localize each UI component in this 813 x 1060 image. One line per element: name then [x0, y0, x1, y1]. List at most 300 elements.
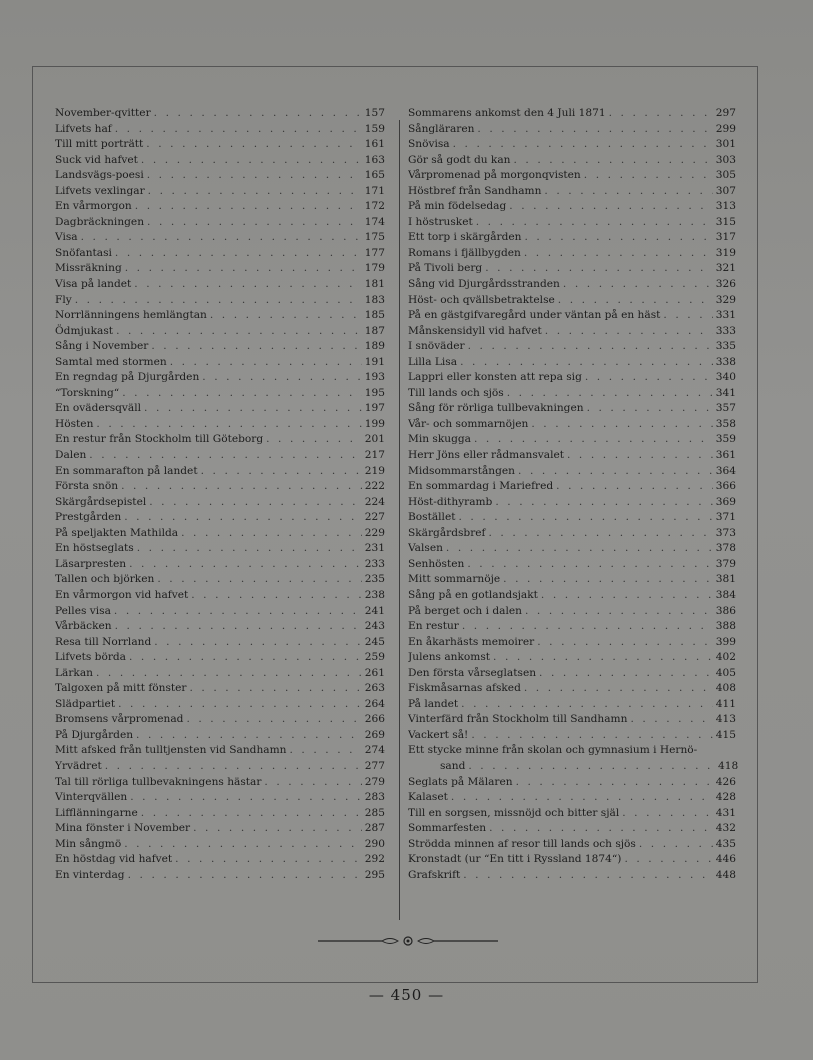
toc-entry-page: 338	[715, 355, 736, 368]
toc-entry	[55, 728, 385, 744]
toc-entry-page: 222	[364, 480, 385, 493]
dot-leader	[514, 153, 713, 169]
dot-leader	[129, 557, 362, 573]
toc-entry-page: 287	[364, 822, 385, 835]
toc-entry-page: 279	[364, 775, 385, 788]
dot-leader	[136, 728, 362, 744]
dot-leader	[115, 122, 362, 138]
toc-entry-page: 340	[715, 371, 736, 384]
toc-entry-page: 241	[364, 604, 385, 617]
toc-entry	[55, 868, 385, 884]
toc-entry-title: Hösten	[55, 417, 94, 430]
toc-entry-page: 307	[715, 184, 736, 197]
toc-entry-page: 290	[364, 837, 385, 850]
dot-leader	[115, 246, 362, 262]
dot-leader	[460, 355, 713, 371]
toc-entry	[408, 184, 736, 200]
toc-entry-title: Lifvets haf	[55, 122, 112, 135]
toc-entry-title: Prestgården	[55, 511, 122, 524]
toc-entry-title: Mitt afsked från tulltjensten vid Sandhamn	[55, 744, 287, 757]
toc-entry-page: 428	[715, 791, 736, 804]
toc-entry-page: 378	[715, 542, 736, 555]
dot-leader	[609, 106, 713, 122]
toc-entry-page: 193	[364, 371, 385, 384]
toc-entry-title: Vår- och sommarnöjen	[408, 417, 529, 430]
dot-leader	[146, 137, 361, 153]
toc-entry-page: 301	[715, 138, 736, 151]
toc-entry-title: Sång för rörliga tullbevakningen	[408, 402, 584, 415]
toc-entry-title: Bostället	[408, 511, 456, 524]
toc-entry-title: Ett torp i skärgården	[408, 231, 522, 244]
toc-entry	[408, 168, 736, 184]
dot-leader	[266, 432, 362, 448]
toc-entry	[408, 339, 736, 355]
toc-entry-page: 435	[715, 837, 736, 850]
toc-entry	[408, 153, 736, 169]
toc-entry-title: Sång på en gotlandsjakt	[408, 588, 538, 601]
toc-entry-page: 315	[715, 215, 736, 228]
dot-leader	[541, 588, 713, 604]
toc-entry-title: Månskensidyll vid hafvet	[408, 324, 542, 337]
toc-entry-page: 402	[715, 651, 736, 664]
toc-entry-page: 381	[715, 573, 736, 586]
toc-entry-title: Pelles visa	[55, 604, 111, 617]
toc-entry-title: Visa	[55, 231, 78, 244]
toc-entry-title: Lilla Lisa	[408, 355, 458, 368]
toc-entry-title: Tallen och björken	[55, 573, 155, 586]
toc-entry	[408, 775, 736, 791]
toc-entry-title: Romans i fjällbygden	[408, 246, 521, 259]
dot-leader	[129, 650, 362, 666]
toc-entry-page: 243	[364, 620, 385, 633]
toc-entry-title: En höstseglats	[55, 542, 134, 555]
dot-leader	[463, 868, 713, 884]
toc-entry-title: En åkarhästs memoirer	[408, 635, 535, 648]
dot-leader	[563, 277, 713, 293]
toc-entry-title: Höst- och qvällsbetraktelse	[408, 293, 555, 306]
toc-entry	[55, 246, 385, 262]
dot-leader	[493, 650, 713, 666]
toc-entry-page: 331	[715, 309, 736, 322]
toc-entry	[55, 153, 385, 169]
toc-entry-title: November-qvitter	[55, 107, 151, 119]
dot-leader	[157, 572, 361, 588]
dot-leader	[148, 184, 362, 200]
dot-leader	[544, 184, 712, 200]
toc-entry-page: 431	[715, 806, 736, 819]
toc-entry-title: Dagbräckningen	[55, 215, 145, 228]
toc-entry-title: Snövisa	[408, 138, 450, 151]
toc-entry	[408, 355, 736, 371]
toc-entry-page: 285	[364, 806, 385, 819]
toc-entry-page: 357	[715, 402, 736, 415]
toc-entry-page: 341	[715, 386, 736, 399]
toc-entry-title: En sommarafton på landet	[55, 464, 198, 477]
toc-entry-title: På berget och i dalen	[408, 604, 522, 617]
dot-leader	[144, 401, 362, 417]
toc-entry	[55, 557, 385, 573]
toc-entry-title: Lappri eller konsten att repa sig	[408, 371, 582, 384]
toc-entry-page: 358	[715, 417, 736, 430]
dot-leader	[525, 230, 713, 246]
toc-entry	[408, 572, 736, 588]
toc-entry-title: Snöfantasi	[55, 246, 112, 259]
toc-entry-title: En restur från Stockholm till Göteborg	[55, 433, 264, 446]
toc-entry	[55, 293, 385, 309]
dot-leader	[453, 137, 713, 153]
dot-leader	[175, 852, 362, 868]
toc-entry-page: 283	[364, 791, 385, 804]
toc-entry-title: Mina fönster i November	[55, 822, 191, 835]
toc-entry-title: På min födelsedag	[408, 200, 507, 213]
dot-leader	[189, 681, 361, 697]
toc-entry-page: 277	[364, 759, 385, 772]
toc-entry	[408, 464, 736, 480]
toc-entry-page: 266	[364, 713, 385, 726]
toc-entry-page: 371	[715, 511, 736, 524]
toc-entry-page: 405	[715, 666, 736, 679]
toc-entry	[55, 666, 385, 682]
dot-leader	[114, 604, 362, 620]
dot-leader	[147, 215, 362, 231]
toc-right-column	[408, 106, 739, 883]
toc-entry	[55, 821, 385, 837]
toc-entry	[55, 386, 385, 402]
toc-entry	[408, 293, 736, 309]
toc-entry	[408, 868, 736, 884]
dot-leader	[467, 557, 712, 573]
toc-entry	[408, 510, 736, 526]
toc-entry-page: 163	[364, 153, 385, 166]
toc-entry	[408, 541, 736, 557]
toc-entry	[408, 495, 736, 511]
toc-entry	[55, 261, 385, 277]
toc-entry	[55, 712, 385, 728]
toc-entry-page: 361	[715, 449, 736, 462]
toc-entry	[408, 604, 736, 620]
toc-entry-page: 326	[715, 278, 736, 291]
toc-entry	[408, 635, 736, 651]
toc-entry-page: 261	[364, 666, 385, 679]
toc-entry	[408, 215, 736, 231]
dot-leader	[461, 697, 713, 713]
toc-entry-page: 189	[364, 340, 385, 353]
toc-entry-page: 418	[718, 759, 739, 772]
toc-entry-title: Dalen	[55, 449, 87, 462]
toc-entry-title: En höstdag vid hafvet	[55, 853, 173, 866]
toc-entry-title: Fiskmåsarnas afsked	[408, 682, 521, 695]
dot-leader	[121, 479, 362, 495]
toc-entry	[408, 308, 736, 324]
dot-leader	[124, 837, 362, 853]
toc-entry-title: På Djurgården	[55, 728, 134, 741]
toc-entry-page: 399	[715, 635, 736, 648]
toc-entry-page: 181	[364, 278, 385, 291]
toc-entry	[408, 370, 736, 386]
toc-entry	[55, 759, 385, 775]
toc-entry	[408, 666, 736, 682]
toc-entry-page: 161	[364, 138, 385, 151]
dot-leader	[524, 681, 713, 697]
toc-entry-title: En sommardag i Mariefred	[408, 480, 554, 493]
toc-entry-title: Samtal med stormen	[55, 355, 167, 368]
dot-leader	[151, 339, 361, 355]
dot-leader	[137, 541, 362, 557]
toc-entry-page: 292	[364, 853, 385, 866]
toc-entry-page: 201	[364, 433, 385, 446]
toc-entry-title: En vårmorgon	[55, 200, 132, 213]
column-divider	[399, 120, 400, 920]
toc-entry-title: På landet	[408, 697, 459, 710]
toc-entry-title: Höstbref från Sandhamn	[408, 184, 542, 197]
toc-entry-page: 274	[364, 744, 385, 757]
toc-entry	[408, 417, 736, 433]
toc-entry-title: Senhösten	[408, 557, 465, 570]
toc-entry-title: Gör så godt du kan	[408, 153, 511, 166]
toc-entry	[55, 215, 385, 231]
toc-entry-page: 177	[364, 246, 385, 259]
toc-entry	[55, 510, 385, 526]
dot-leader	[193, 821, 362, 837]
toc-entry-title: En vinterdag	[55, 868, 125, 881]
toc-entry-title: I höstrusket	[408, 215, 473, 228]
toc-entry	[408, 790, 736, 806]
dot-leader	[122, 386, 362, 402]
dot-leader	[663, 308, 712, 324]
dot-leader	[545, 324, 713, 340]
toc-entry-title: Strödda minnen af resor till lands och sjös	[408, 837, 636, 850]
toc-entry	[55, 401, 385, 417]
toc-entry-page: 159	[364, 122, 385, 135]
toc-entry-page: 303	[715, 153, 736, 166]
dot-leader	[639, 837, 713, 853]
toc-entry	[408, 619, 736, 635]
dot-leader	[458, 510, 712, 526]
dot-leader	[115, 619, 362, 635]
dot-leader	[468, 759, 715, 775]
toc-entry-page: 432	[715, 822, 736, 835]
dot-leader	[141, 806, 362, 822]
toc-entry-title: På Tivoli berg	[408, 262, 483, 275]
toc-entry-title: Mitt sommarnöje	[408, 573, 501, 586]
toc-entry	[408, 837, 736, 853]
toc-entry	[408, 650, 736, 666]
toc-entry-title: Vackert så!	[408, 728, 469, 741]
toc-entry-page: 329	[715, 293, 736, 306]
toc-entry-page: 411	[715, 697, 736, 710]
toc-entry-page: 366	[715, 480, 736, 493]
toc-entry	[408, 806, 736, 822]
toc-entry	[55, 339, 385, 355]
toc-entry	[408, 852, 736, 868]
toc-entry-page: 263	[364, 682, 385, 695]
toc-entry-title: Midsommarstången	[408, 464, 516, 477]
toc-entry-page: 335	[715, 340, 736, 353]
toc-entry-title: Den första vårseglatsen	[408, 666, 537, 679]
toc-entry-title: Vinterfärd från Stockholm till Sandhamn	[408, 713, 628, 726]
dot-leader	[105, 759, 362, 775]
toc-entry	[55, 588, 385, 604]
dot-leader	[488, 526, 712, 542]
toc-entry-title: Julens ankomst	[408, 651, 491, 664]
toc-entry-page: 384	[715, 588, 736, 601]
toc-entry-page: 333	[715, 324, 736, 337]
dot-leader	[75, 293, 362, 309]
dot-leader	[134, 277, 361, 293]
toc-entry-title: Till mitt porträtt	[55, 138, 144, 151]
toc-entry-page: 183	[364, 293, 385, 306]
toc-entry-page: 448	[715, 868, 736, 881]
toc-entry	[55, 619, 385, 635]
toc-entry-page: 386	[715, 604, 736, 617]
toc-entry-title-line1: Ett stycke minne från skolan och gymnasium i Hernö-	[408, 744, 698, 757]
toc-entry-title: Till lands och sjös	[408, 386, 504, 399]
dot-leader	[468, 339, 713, 355]
toc-entry-title: Min sångmö	[55, 837, 122, 850]
toc-entry-page: 165	[364, 169, 385, 182]
toc-entry-page: 187	[364, 324, 385, 337]
dot-leader	[135, 199, 362, 215]
toc-entry	[55, 324, 385, 340]
toc-entry	[55, 743, 385, 759]
toc-entry-title: Ödmjukast	[55, 324, 114, 337]
toc-entry	[55, 370, 385, 386]
toc-entry-title: Första snön	[55, 480, 119, 493]
dot-leader	[154, 106, 362, 122]
toc-entry-title: Lifvets vexlingar	[55, 184, 145, 197]
dot-leader	[507, 386, 713, 402]
toc-entry-title: Bromsens vårpromenad	[55, 713, 184, 726]
dot-leader	[518, 464, 713, 480]
toc-entry	[408, 246, 736, 262]
toc-entry-page: 319	[715, 246, 736, 259]
dot-leader	[503, 572, 713, 588]
toc-entry	[55, 168, 385, 184]
dot-leader	[509, 199, 712, 215]
toc-entry	[55, 448, 385, 464]
toc-entry-page: 227	[364, 511, 385, 524]
toc-entry	[55, 775, 385, 791]
toc-entry	[55, 106, 385, 122]
toc-entry-title: Slädpartiet	[55, 697, 116, 710]
dot-leader	[170, 355, 362, 371]
dot-leader	[558, 293, 713, 309]
toc-entry	[55, 199, 385, 215]
toc-entry-page: 317	[715, 231, 736, 244]
toc-entry-title: Norrlänningens hemlängtan	[55, 309, 207, 322]
toc-entry-title: Läsarpresten	[55, 557, 127, 570]
toc-entry-page: 199	[364, 417, 385, 430]
toc-entry	[408, 401, 736, 417]
toc-entry	[55, 650, 385, 666]
dot-leader	[585, 370, 713, 386]
dot-leader	[539, 666, 713, 682]
toc-entry-page: 446	[715, 853, 736, 866]
dot-leader	[96, 417, 361, 433]
toc-entry-title: Tal till rörliga tullbevakningens hästar	[55, 775, 262, 788]
toc-entry-title: Vinterqvällen	[55, 791, 128, 804]
toc-entry-title: Landsvägs-poesi	[55, 169, 144, 182]
toc-entry-page: 259	[364, 651, 385, 664]
dot-leader	[567, 448, 713, 464]
toc-entry	[55, 681, 385, 697]
toc-entry-title: Missräkning	[55, 262, 122, 275]
toc-entry-title: Vårbäcken	[55, 620, 112, 633]
dot-leader	[96, 666, 362, 682]
toc-entry-page: 413	[715, 713, 736, 726]
dot-leader	[118, 697, 362, 713]
toc-entry-page: 224	[364, 495, 385, 508]
decorative-rule-icon	[318, 936, 498, 946]
toc-entry-page: 426	[715, 775, 736, 788]
dot-leader	[210, 308, 362, 324]
toc-entry-page: 388	[715, 620, 736, 633]
toc-entry-page: 364	[715, 464, 736, 477]
toc-entry-title: “Torskning“	[55, 386, 120, 399]
toc-entry-page: 415	[715, 728, 736, 741]
dot-leader	[128, 868, 362, 884]
toc-entry-title: Resa till Norrland	[55, 635, 152, 648]
toc-entry	[408, 106, 736, 122]
dot-leader	[630, 712, 712, 728]
dot-leader	[81, 230, 362, 246]
toc-entry-page: 171	[364, 184, 385, 197]
toc-entry	[408, 199, 736, 215]
toc-entry-title: I snöväder	[408, 340, 465, 353]
toc-entry-title: Lifflänningarne	[55, 806, 138, 819]
dot-leader	[584, 168, 713, 184]
toc-entry	[408, 277, 736, 293]
dot-leader	[446, 541, 713, 557]
toc-entry	[408, 386, 736, 402]
toc-entry-page: 359	[715, 433, 736, 446]
toc-entry-title: På en gästgifvaregård under väntan på en häst	[408, 309, 661, 322]
dot-leader	[186, 712, 361, 728]
page-number: — 450 —	[368, 986, 445, 1004]
dot-leader	[202, 370, 361, 386]
toc-entry-page: 172	[364, 200, 385, 213]
dot-leader	[130, 790, 362, 806]
toc-entry	[55, 308, 385, 324]
toc-entry-page: 295	[364, 868, 385, 881]
dot-leader	[471, 728, 712, 744]
toc-entry-title: På speljakten Mathilda	[55, 526, 179, 539]
dot-leader	[289, 743, 361, 759]
toc-entry-page: 179	[364, 262, 385, 275]
toc-entry-title: Grafskrift	[408, 868, 461, 881]
toc-entry-title: Lärkan	[55, 666, 93, 679]
dot-leader	[485, 261, 713, 277]
dot-leader	[181, 526, 362, 542]
toc-entry-title-line2: sand	[440, 759, 466, 772]
toc-entry	[408, 557, 736, 573]
toc-entry-title: Sång vid Djurgårdsstranden	[408, 278, 560, 291]
toc-entry	[408, 448, 736, 464]
toc-entry-page: 373	[715, 526, 736, 539]
toc-entry-page: 217	[364, 449, 385, 462]
toc-entry	[408, 261, 736, 277]
dot-leader	[462, 619, 713, 635]
toc-entry	[55, 184, 385, 200]
dot-leader	[264, 775, 361, 791]
dot-leader	[147, 168, 362, 184]
toc-entry-title: Skärgårdsepistel	[55, 495, 147, 508]
dot-leader	[524, 246, 713, 262]
dot-leader	[525, 604, 713, 620]
toc-entry-page: 195	[364, 386, 385, 399]
dot-leader	[516, 775, 713, 791]
toc-entry-title: Visa på landet	[55, 278, 132, 291]
